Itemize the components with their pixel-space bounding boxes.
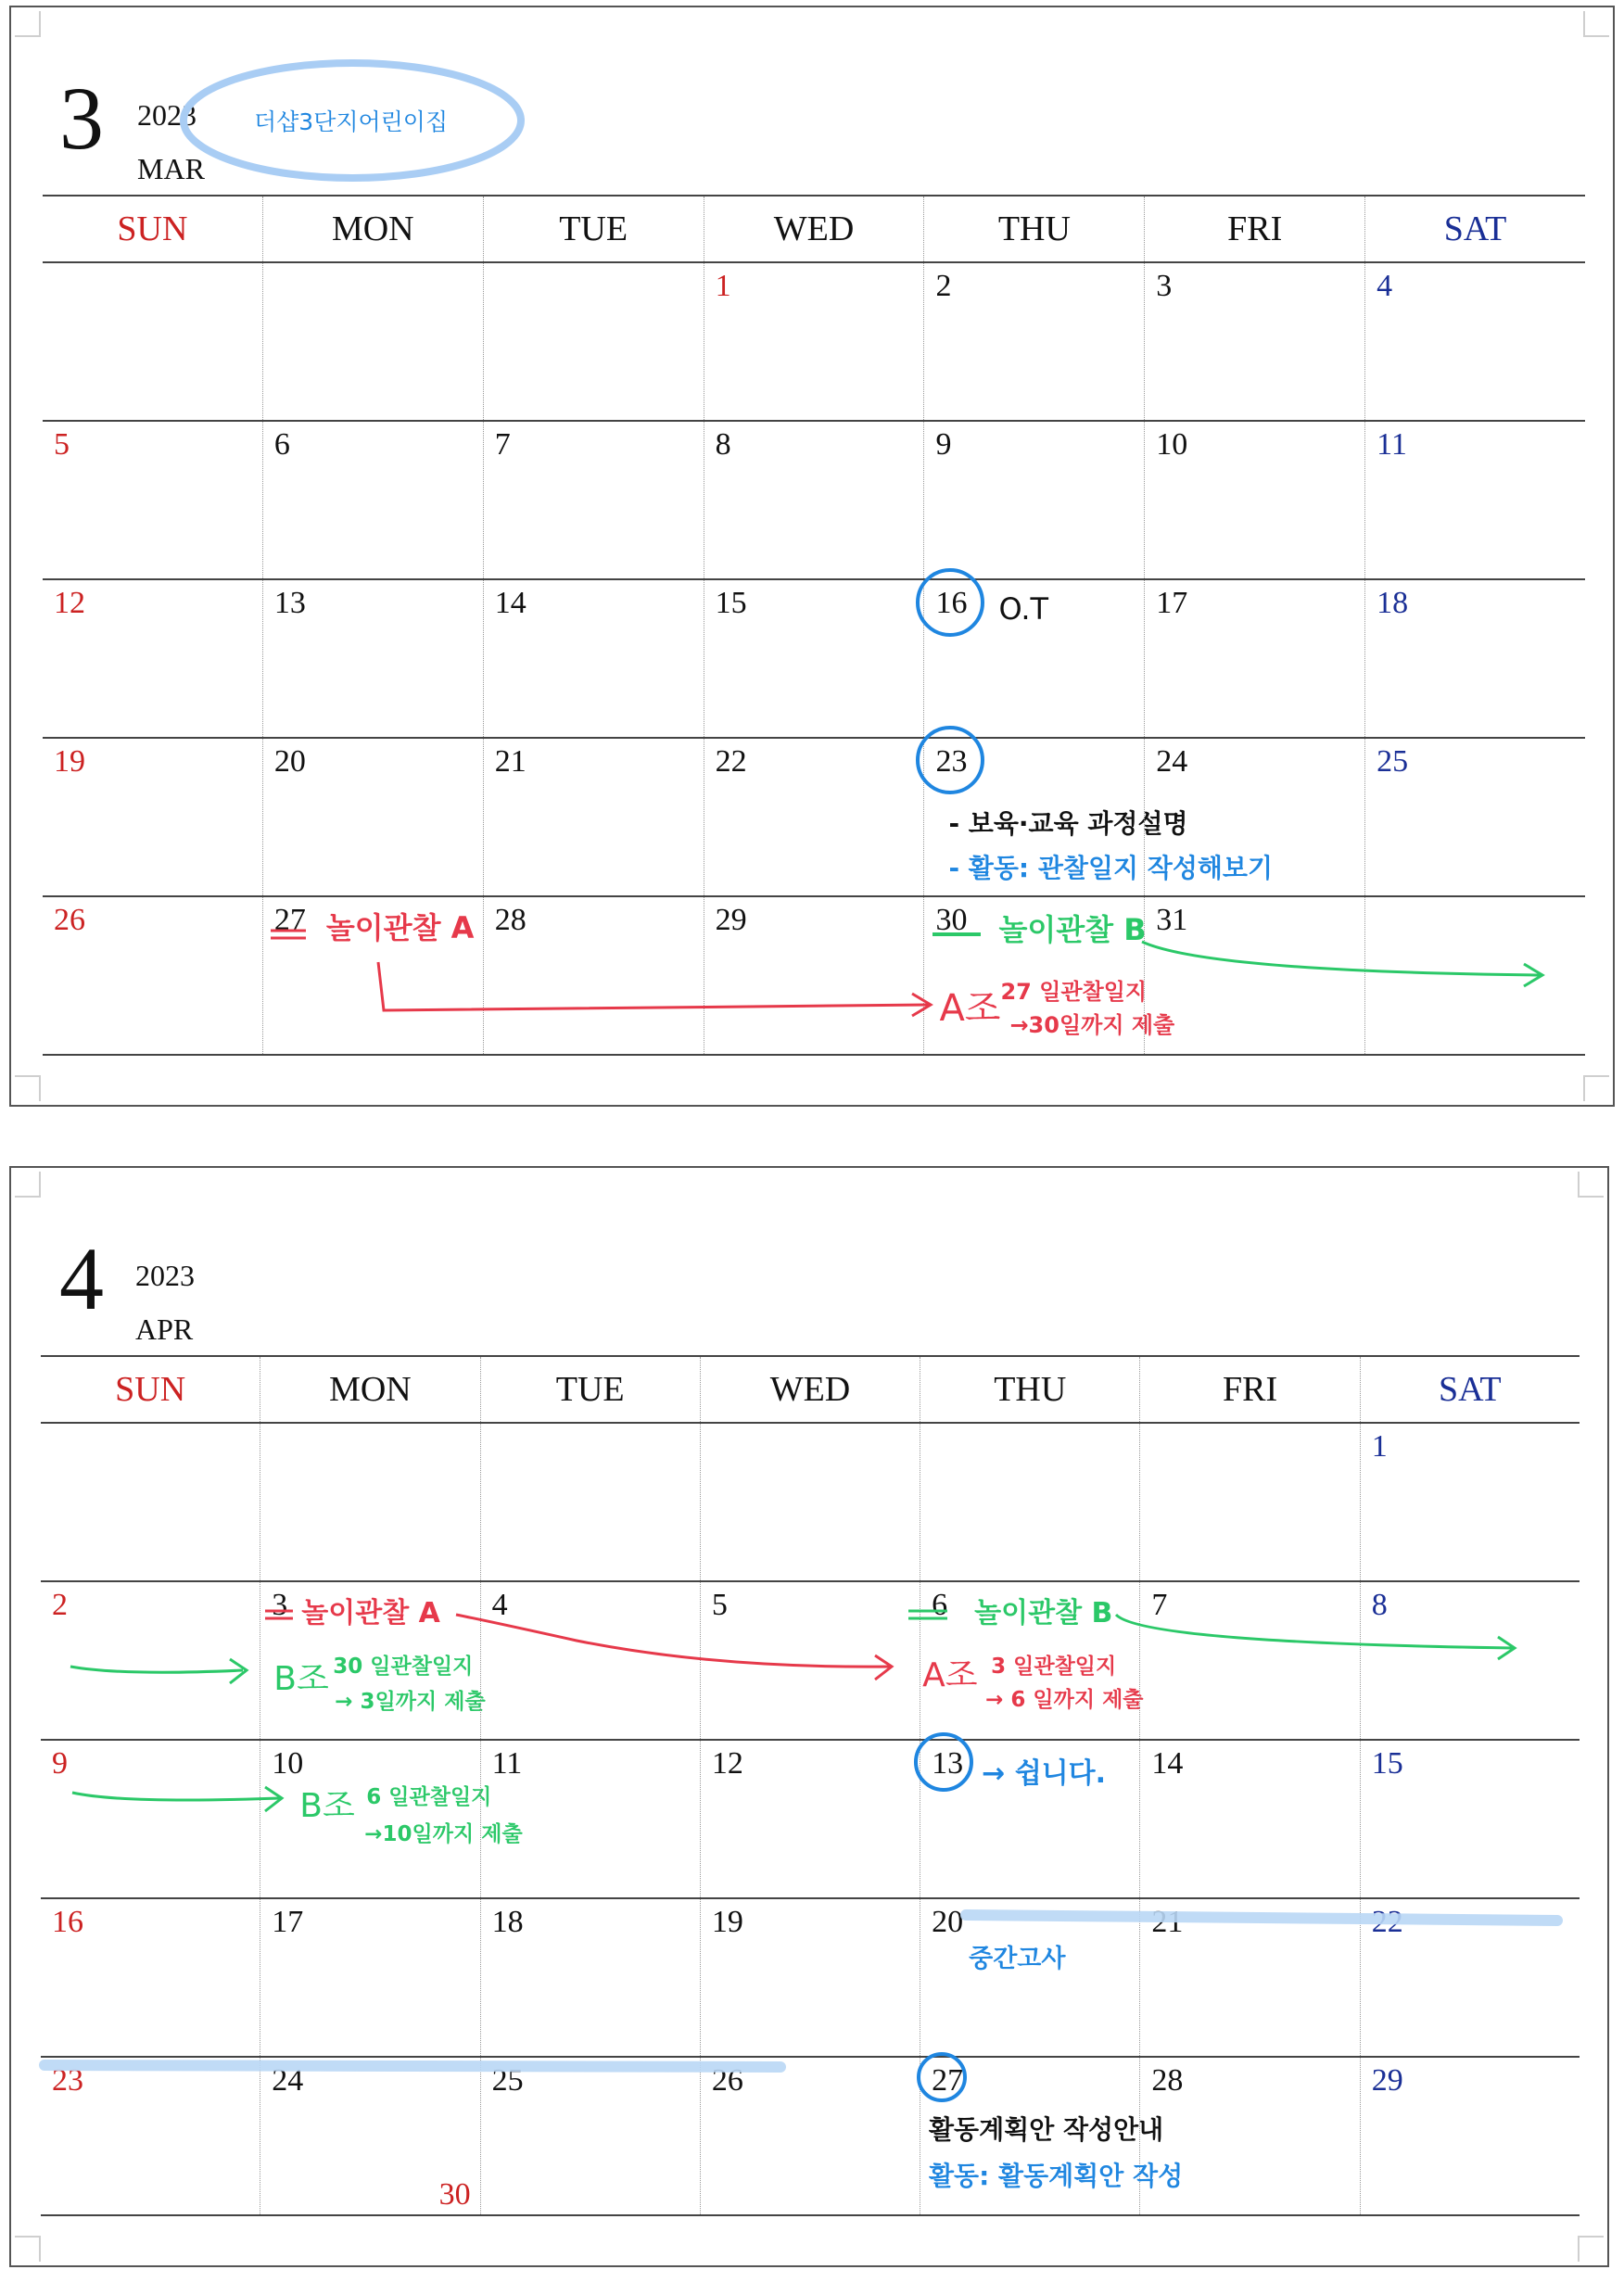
midterm-highlight-1 [966,1915,1557,1921]
day-number: 26 [711,2063,743,2098]
day-number: 13 [273,586,306,620]
month-name: MAR [137,152,205,185]
weekday-sat: SAT [1364,197,1585,261]
a-journal-3: 3 일관찰일지 [991,1655,1117,1679]
weekday-wed: WED [704,197,924,261]
arrow-green-week3 [72,1793,280,1800]
day-number: 12 [711,1746,743,1781]
day-number: 27 [932,2063,964,2098]
day-number: 19 [54,744,85,779]
day-number: 27 [273,903,306,937]
circle-23 [918,728,983,792]
day-number: 1 [715,269,731,303]
group-a-journal: 27 일관찰일지 [1000,979,1148,1005]
day-number: 15 [1371,1746,1403,1781]
ot-note: O.T [998,591,1049,627]
month-name: APR [135,1312,194,1346]
weekday-sun: SUN [117,209,188,248]
day-number: 21 [494,744,527,779]
day-number: 6 [932,1588,948,1622]
day-number: 28 [494,903,527,937]
day-number: 18 [1377,586,1409,620]
play-observation-a-note: 놀이관찰 A [325,910,475,945]
arrow-green-march [1142,942,1541,975]
day-number: 6 [273,427,290,462]
day-number: 16 [935,586,968,620]
day-number: 7 [1151,1588,1168,1622]
day-number: 2 [935,269,952,303]
day-number: 30 [935,903,968,937]
arrow-green-week2-left [70,1667,243,1672]
plan-guide-note: 활동계획안 작성안내 [929,2114,1164,2145]
day-number: 24 [272,2063,304,2098]
day-number: 28 [1151,2063,1184,2098]
weekday-tue: TUE [480,1357,700,1422]
activity-note: - 활동: 관찰일지 작성해보기 [948,853,1274,883]
day-number: 2 [52,1588,68,1622]
play-observation-b-note: 놀이관찰 B [974,1597,1113,1629]
weekday-fri: FRI [1144,197,1364,261]
day-number: 10 [1156,427,1188,462]
day-number: 9 [52,1746,68,1781]
april-calendar-sheet [9,1166,1609,2267]
weekday-sun: SUN [115,1370,186,1409]
b-journal-30: 30 일관찰일지 [333,1655,474,1679]
b-due-3: → 3일까지 제출 [335,1690,486,1714]
a-due-6: → 6 일까지 제출 [985,1688,1144,1712]
march-pen-marks [11,7,1613,1105]
day-number: 7 [494,427,511,462]
extra-day-30: 30 [438,2177,471,2212]
weekday-thu: THU [923,197,1144,261]
day-number: 5 [711,1588,728,1622]
weekday-mon: MON [262,197,483,261]
day-number: 9 [935,427,952,462]
day-number: 10 [272,1746,304,1781]
weekday-fri: FRI [1139,1357,1359,1422]
day-number: 22 [715,744,747,779]
day-number: 16 [52,1905,83,1939]
arrow-red-april [456,1615,890,1667]
rest-note: → 쉽니다. [982,1757,1107,1790]
day-number: 25 [1377,744,1409,779]
weekday-thu: THU [920,1357,1139,1422]
weekday-tue: TUE [483,197,704,261]
plan-activity-note: 활동: 활동계획안 작성 [929,2161,1184,2191]
play-observation-a-note: 놀이관찰 A [301,1597,440,1629]
a-group-label: A조 [922,1656,978,1694]
day-number: 21 [1151,1905,1184,1939]
day-number: 3 [272,1588,288,1622]
weekday-mon: MON [260,1357,479,1422]
day-number: 23 [52,2063,83,2098]
weekday-wed: WED [700,1357,920,1422]
day-number: 20 [273,744,306,779]
circle-13 [916,1734,971,1790]
day-number: 5 [54,427,70,462]
arrow-red-march [378,962,929,1010]
day-number: 11 [1377,427,1407,462]
day-number: 11 [491,1746,523,1781]
weekday-sat: SAT [1360,1357,1580,1422]
day-number: 17 [272,1905,304,1939]
march-calendar-sheet [9,6,1615,1107]
month-number: 3 [59,69,104,168]
b-group-label: B조 [273,1660,329,1698]
year-label: 2023 [135,1259,195,1292]
center-name: 더샵3단지어린이집 [254,108,449,135]
b-due-10: →10일까지 제출 [364,1822,523,1846]
year-label: 2023 [137,98,197,132]
day-number: 29 [715,903,747,937]
day-number: 8 [1371,1588,1388,1622]
group-a-due: →30일까지 제출 [1009,1012,1175,1038]
curriculum-note: - 보육·교육 과정설명 [948,808,1188,839]
april-pen-marks [11,1168,1607,2265]
day-number: 17 [1156,586,1188,620]
day-number: 20 [932,1905,964,1939]
day-number: 24 [1156,744,1188,779]
b-journal-6: 6 일관찰일지 [366,1785,492,1809]
midterm-note: 중간고사 [969,1945,1066,1973]
day-number: 29 [1371,2063,1403,2098]
day-number: 15 [715,586,747,620]
day-number: 14 [494,586,527,620]
day-number: 4 [491,1588,508,1622]
circle-27 [919,2054,965,2100]
day-number: 31 [1156,903,1188,937]
day-number: 14 [1151,1746,1184,1781]
day-number: 3 [1156,269,1173,303]
day-number: 23 [935,744,968,779]
day-number: 4 [1377,269,1393,303]
b-group-label-2: B조 [299,1787,355,1825]
group-a-label: A조 [939,987,1001,1030]
day-number: 18 [491,1905,524,1939]
midterm-highlight-2 [44,2065,780,2067]
day-number: 26 [54,903,85,937]
day-number: 8 [715,427,731,462]
month-number: 4 [59,1229,104,1328]
circle-16 [918,570,983,635]
arrow-green-april [1116,1615,1513,1648]
day-number: 1 [1371,1429,1388,1464]
play-observation-b-note: 놀이관찰 B [998,912,1147,947]
day-number: 22 [1371,1905,1403,1939]
day-number: 19 [711,1905,743,1939]
day-number: 13 [932,1746,964,1781]
day-number: 12 [54,586,85,620]
day-number: 25 [491,2063,524,2098]
